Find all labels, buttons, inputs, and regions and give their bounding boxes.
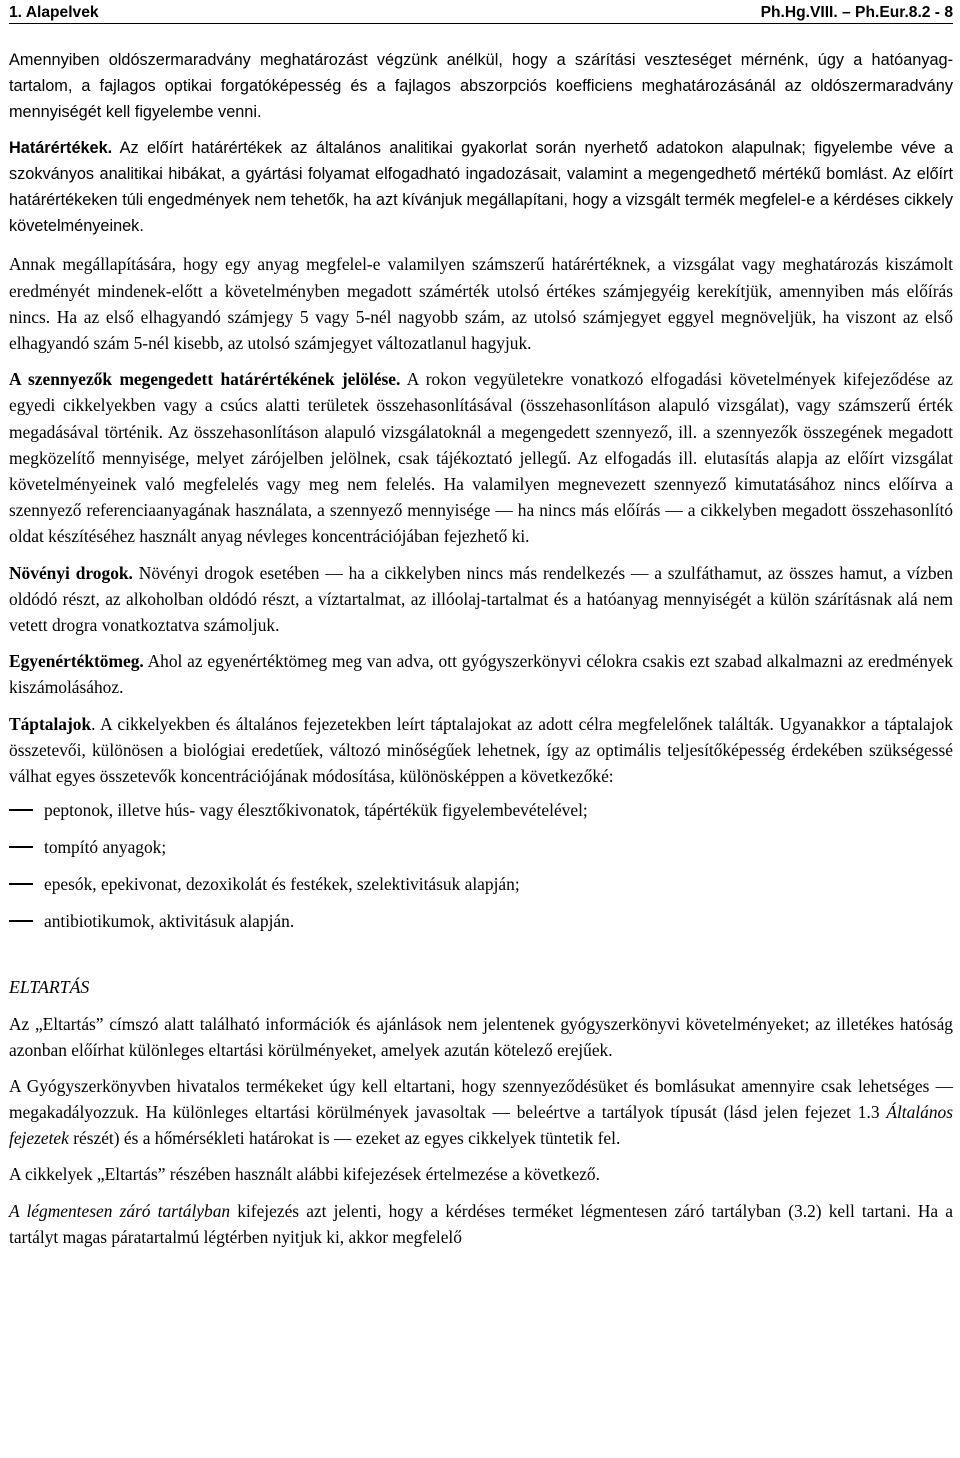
culture-media-heading: Táptalajok [9, 713, 92, 734]
paragraph-airtight-container: A légmentesen záró tartályban kifejezés azt jelenti, hogy a kérdéses terméket légmentesen záró tartályban (3.2) kell tartani. Ha a tartályt magas páratartalmú légtérben nyitjuk ki, akkor megfelelő [9, 1200, 954, 1247]
paragraph-impurity-limits [9, 366, 953, 549]
dash-bullet-icon [9, 920, 33, 921]
herbal-drugs-text: Növényi drogok esetében — ha a cikkelyben nincs más rendelkezés — a szulfáthamut, az összes hamut, a vízben oldódó részt, az alkoholban oldódó részt, a víztartalmat, az illóolaj-tartalmat és a hatóanyag mennyiségét a külön szárításnak alá nem vetett drogra vonatkoztatva számoljuk. [9, 562, 953, 636]
paragraph-storage-conditions: A Gyógyszerkönyvben hivatalos termékeket úgy kell eltartani, hogy szennyeződésüket és bomlásukat amennyire csak lehetséges — megakadályozzuk. Ha különleges eltartási körülmények javasoltak — beleértve a tartályok típusát (lásd jelen fejezet 1.3 Általános fejezetek részét) és a hőmérsékleti határokat is — ezeket az egyes cikkelyek tüntetik fel. [9, 1075, 953, 1149]
list-item: antibiotikumok, aktivitásuk alapján. [9, 908, 953, 945]
list-item: tompító anyagok; [9, 834, 953, 871]
page-header [9, 0, 953, 24]
list-item: peptonok, illetve hús- vagy élesztőkivonatok, tápértékük figyelembevételével; [9, 797, 953, 834]
paragraph-equivalent-weight [9, 648, 953, 700]
herbal-drugs-heading: Növényi drogok. [9, 562, 133, 583]
dash-bullet-icon [9, 809, 33, 810]
limits-text: Az előírt határértékek az általános analitikai gyakorlat során nyerhető adatokon alapulnak; figyelembe véve a szokványos analitikai hibákat, a gyártási folyamat elfogadható ingadozásait, valamint a megengedhető mértékű bomlást. Az előírt határértékeken túli engedmények nem tehetők, ha azt kívánjuk megállapítani, hogy a vizsgált termék megfelel-e a kérdéses cikkely követelményeinek. [9, 138, 954, 236]
paragraph-culture-media [9, 711, 953, 790]
section-heading-storage: ELTARTÁS [9, 977, 90, 998]
limits-heading: Határértékek. [9, 138, 113, 157]
header-reference: Ph.Hg.VIII. – Ph.Eur.8.2 - 8 [760, 4, 953, 21]
paragraph-residual-solvent: Amennyiben oldószermaradvány meghatározást végzünk anélkül, hogy a szárítási veszteséget mérnénk, úgy a hatóanyag-tartalom, a fajlagos optikai forgatóképesség és a fajlagos abszorpciós koefficiens meghatározásánál az oldószermaradvány mennyiségét kell figyelembe venni. [9, 51, 953, 122]
equivalent-weight-text: Ahol az egyenértéktömeg meg van adva, ott gyógyszerkönyvi célokra csakis ezt szabad alkalmazni az eredmények kiszámolásához. [9, 651, 954, 698]
equivalent-weight-heading: Egyenértéktömeg. [9, 651, 144, 672]
paragraph-rounding: Annak megállapítására, hogy egy anyag megfelel-e valamilyen számszerű határértéknek, a vizsgálat vagy meghatározás kiszámolt eredményét mindenek-előtt a követelményben megadott számérték utolsó értékes számjegyéig kerekítjük, amennyiben más előírás nincs. Ha az első elhagyandó számjegy 5 vagy 5-nél nagyobb szám, az utolsó számjegyet eggyel megnöveljük, ha viszont az első elhagyandó szám 5-nél kisebb, az utolsó számjegyet változatlanul hagyjuk. [9, 254, 953, 354]
paragraph-terms-intro: A cikkelyek „Eltartás” részében használt alábbi kifejezések értelmezése a következő. [9, 1164, 600, 1185]
list-item: epesók, epekivonat, dezoxikolát és festékek, szelektivitásuk alapján; [9, 871, 953, 908]
culture-media-text: . A cikkelyekben és általános fejezetekben leírt táptalajokat az adott célra megfelelőnek találták. Ugyanakkor a táptalajok összetevői, különösen a biológiai eredetűek, változó minőségűek lehetnek, így az optimális teljesítőképesség érdekében szükségessé válhat egyes összetevők koncentrációjának módosítása, különösképpen a következőké: [9, 713, 953, 787]
impurity-limits-text: A rokon vegyületekre vonatkozó elfogadási követelmények kifejeződése az egyedi cikkelyekben vagy a csúcs alatti területek összehasonlításával (összehasonlításon alapuló vizsgálat), vagy számszerű érték megadásával történik. Az összehasonlításon alapuló vizsgálatoknál a megengedett szennyező, ill. a szennyezők összegének megadott megközelítő mennyisége, melyet zárójelben jelölnek, csak tájékoztató jellegű. Az elfogadás ill. elutasítás alapja az előírt vizsgálat követelményeinek való megfelelés vagy meg nem felelés. Ha valamilyen megnevezett szennyező kimutatásához nincs előírva a szennyező referenciaanyagának használata, a szennyező mennyisége — ha nincs más előírás — a cikkelyben megadott összehasonlító oldat készítéséhez használt anyag névleges koncentrációjában fejezhető ki. [9, 369, 953, 547]
document-page [9, 0, 953, 1250]
header-section: 1. Alapelvek [9, 4, 99, 21]
paragraph-limits [9, 135, 953, 240]
general-chapters-ref: Általános fejezetek [9, 1101, 953, 1149]
dash-bullet-icon [9, 883, 33, 884]
culture-media-list [9, 797, 953, 945]
airtight-term: A légmentesen záró tartályban [9, 1200, 231, 1221]
impurity-limits-heading: A szennyezők megengedett határértékének jelölése. [9, 369, 401, 390]
paragraph-storage-intro: Az „Eltartás” címszó alatt található információk és ajánlások nem jelentenek gyógyszerkönyvi követelményeket; az illetékes hatóság azonban előírhat különleges eltartási körülményeket, amelyek azután kötelező erejűek. [9, 1014, 953, 1061]
dash-bullet-icon [9, 846, 33, 847]
paragraph-herbal-drugs [9, 560, 953, 639]
